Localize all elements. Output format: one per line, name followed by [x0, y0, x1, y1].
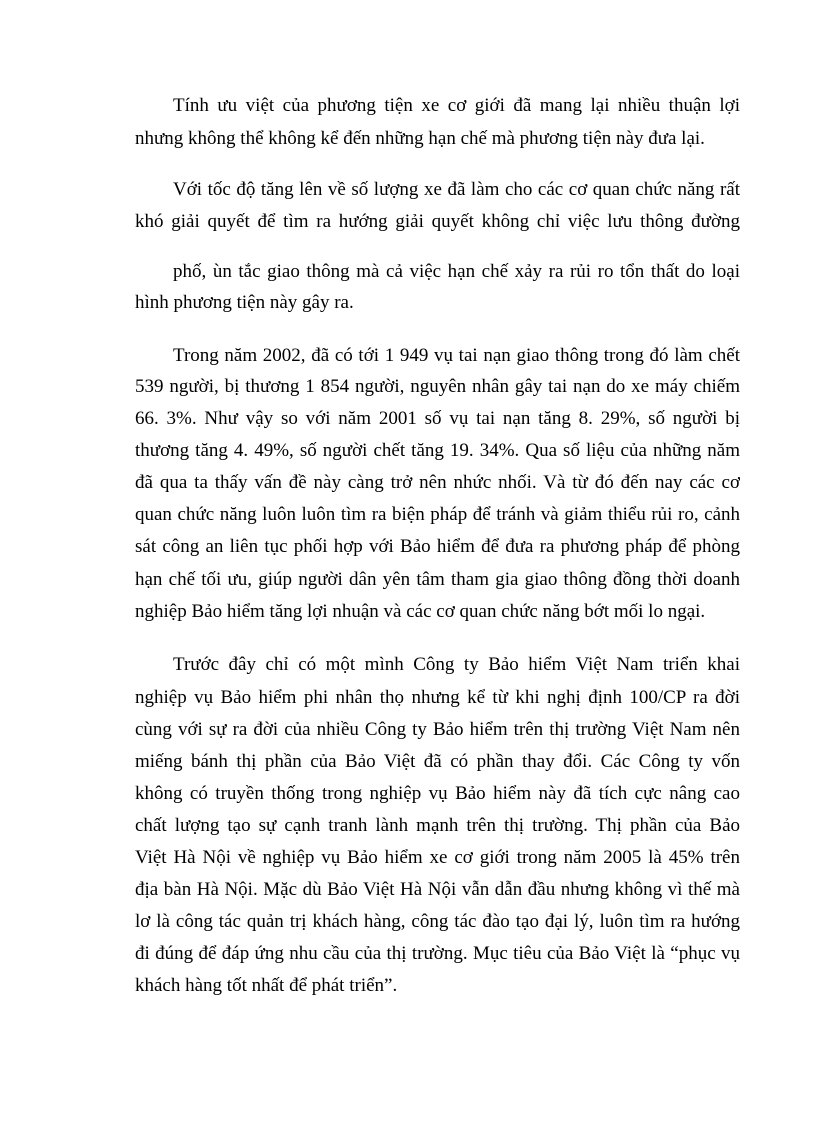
- paragraph-4-line-7: sát công an liên tục phối hợp với Bảo hiểm để đưa ra phương pháp để phòng: [135, 536, 740, 557]
- paragraph-4-line-3: 66. 3%. Như vậy so với năm 2001 số vụ tai nạn tăng 8. 29%, số người bị: [135, 408, 740, 429]
- paragraph-5-line-5: không có truyền thống trong nghiệp vụ Bảo hiểm này đã tích cực nâng cao: [135, 783, 740, 804]
- paragraph-5-line-7: Việt Hà Nội về nghiệp vụ Bảo hiểm xe cơ giới trong năm 2005 là 45% trên: [135, 847, 740, 868]
- paragraph-4-line-4: thương tăng 4. 49%, số người chết tăng 19. 34%. Qua số liệu của những năm: [135, 440, 740, 461]
- paragraph-5-line-9: lơ là công tác quản trị khách hàng, công tác đào tạo đại lý, luôn tìm ra hướng: [135, 911, 740, 932]
- paragraph-4-line-6: quan chức năng luôn luôn tìm ra biện pháp để tránh và giảm thiểu rủi ro, cảnh: [135, 504, 740, 525]
- paragraph-4-line-1: Trong năm 2002, đã có tới 1 949 vụ tai nạn giao thông trong đó làm chết: [173, 345, 740, 366]
- paragraph-5-line-4: miếng bánh thị phần của Bảo Việt đã có phần thay đổi. Các Công ty vốn: [135, 751, 740, 772]
- paragraph-4-line-8: hạn chế tối ưu, giúp người dân yên tâm tham gia giao thông đồng thời doanh: [135, 569, 740, 590]
- paragraph-2-line-1: Với tốc độ tăng lên về số lượng xe đã làm cho các cơ quan chức năng rất: [173, 179, 740, 200]
- paragraph-1-line-2: nhưng không thể không kể đến những hạn chế mà phương tiện này đưa lại.: [135, 128, 705, 149]
- paragraph-4-line-2: 539 người, bị thương 1 854 người, nguyên nhân gây tai nạn do xe máy chiếm: [135, 376, 740, 397]
- paragraph-3-line-1: phố, ùn tắc giao thông mà cả việc hạn chế xảy ra rủi ro tổn thất do loại: [173, 261, 740, 282]
- paragraph-5-line-10: đi đúng để đáp ứng nhu cầu của thị trường. Mục tiêu của Bảo Việt là “phục vụ: [135, 943, 740, 964]
- paragraph-1-line-1: Tính ưu việt của phương tiện xe cơ giới đã mang lại nhiều thuận lợi: [173, 95, 740, 116]
- paragraph-4-line-5: đã qua ta thấy vấn đề này càng trở nên nhức nhối. Và từ đó đến nay các cơ: [135, 472, 740, 493]
- paragraph-3-line-2: hình phương tiện này gây ra.: [135, 292, 354, 313]
- paragraph-2-line-2: khó giải quyết để tìm ra hướng giải quyết không chỉ việc lưu thông đường: [135, 211, 740, 232]
- paragraph-5-line-1: Trước đây chỉ có một mình Công ty Bảo hiểm Việt Nam triển khai: [173, 654, 740, 675]
- paragraph-5-line-6: chất lượng tạo sự cạnh tranh lành mạnh trên thị trường. Thị phần của Bảo: [135, 815, 740, 836]
- paragraph-5-line-8: địa bàn Hà Nội. Mặc dù Bảo Việt Hà Nội vẫn dẫn đầu nhưng không vì thế mà: [135, 879, 740, 900]
- paragraph-5-line-3: cùng với sự ra đời của nhiều Công ty Bảo hiểm trên thị trường Việt Nam nên: [135, 719, 740, 740]
- paragraph-4-line-9: nghiệp Bảo hiểm tăng lợi nhuận và các cơ quan chức năng bớt mối lo ngại.: [135, 601, 706, 622]
- paragraph-5-line-2: nghiệp vụ Bảo hiểm phi nhân thọ nhưng kể từ khi nghị định 100/CP ra đời: [135, 687, 740, 708]
- paragraph-5-line-11: khách hàng tốt nhất để phát triển”.: [135, 975, 398, 996]
